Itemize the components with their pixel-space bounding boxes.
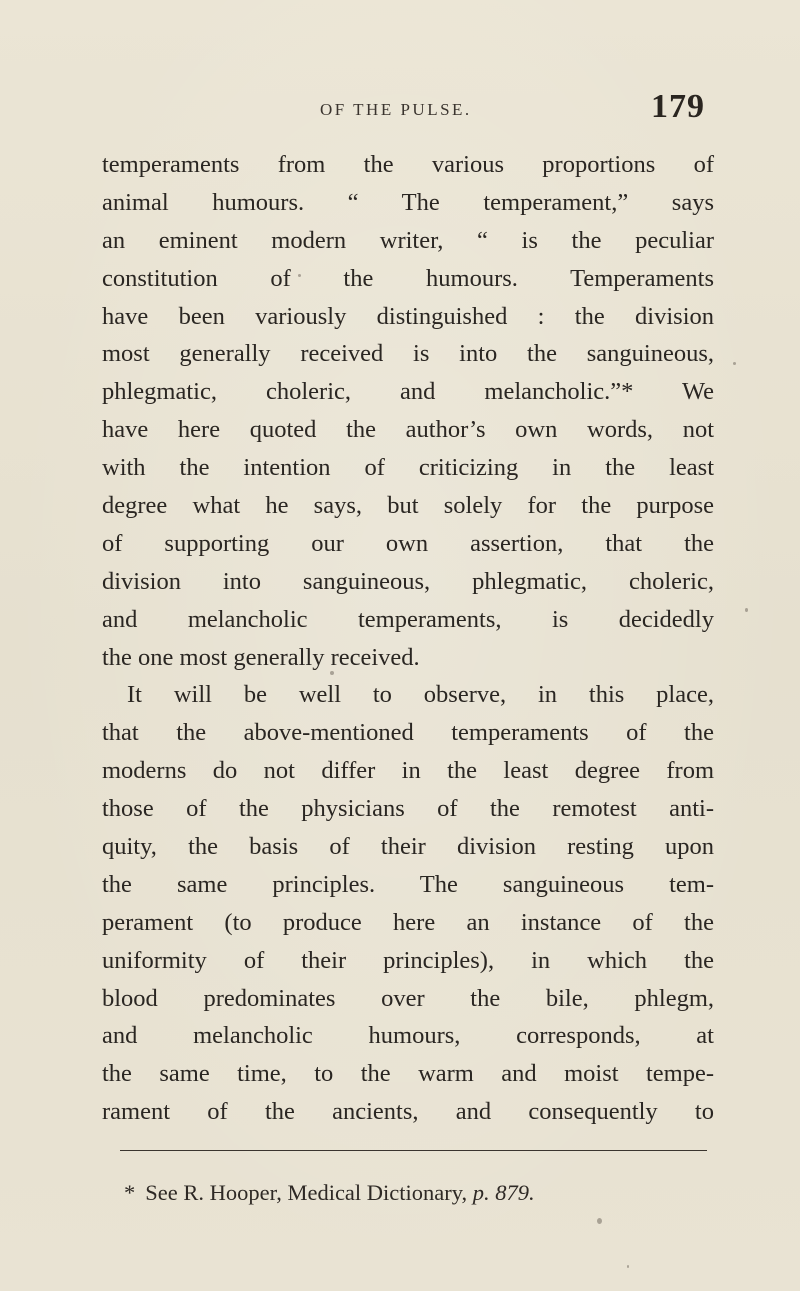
footnote-divider <box>120 1150 707 1151</box>
page-header <box>0 88 800 128</box>
page-number: 179 <box>651 88 705 125</box>
text-line: phlegmatic, choleric, and melancholic.”* We <box>102 378 714 406</box>
text-line: the same time, to the warm and moist tempe- <box>102 1060 714 1088</box>
text-line: constitution of the humours. Temperaments <box>102 264 714 292</box>
ink-speck <box>298 274 301 277</box>
text-line: those of the physicians of the remotest anti- <box>102 795 714 823</box>
paragraph-end-line: the one most generally received. <box>102 643 420 671</box>
ink-speck <box>627 1265 629 1268</box>
text-line: rament of the ancients, and consequently to <box>102 1098 714 1126</box>
text-line: and melancholic humours, corresponds, at <box>102 1022 714 1050</box>
text-line: with the intention of criticizing in the least <box>102 454 714 482</box>
text-line: division into sanguineous, phlegmatic, choleric, <box>102 567 714 595</box>
ink-speck <box>597 1218 602 1224</box>
footnote <box>124 1180 535 1206</box>
text-line: perament (to produce here an instance of the <box>102 908 714 936</box>
ink-speck <box>733 362 736 365</box>
text-line: moderns do not differ in the least degree from <box>102 757 714 785</box>
text-line: quity, the basis of their division resting upon <box>102 833 714 861</box>
running-title: OF THE PULSE. <box>320 100 472 119</box>
text-line: degree what he says, but solely for the purpose <box>102 492 714 520</box>
ink-speck <box>330 671 334 675</box>
paragraph-start-line: It will be well to observe, in this place, <box>127 681 714 709</box>
footnote-page-ref: p. 879. <box>472 1180 535 1205</box>
text-line: the same principles. The sanguineous tem- <box>102 870 714 898</box>
footnote-text: See R. Hooper, Medical Dictionary, <box>145 1180 468 1205</box>
text-line: have here quoted the author’s own words, not <box>102 416 714 444</box>
ink-speck <box>745 608 748 612</box>
text-line: an eminent modern writer, “ is the peculiar <box>102 226 714 254</box>
text-line: have been variously distinguished : the division <box>102 302 714 330</box>
text-line: of supporting our own assertion, that the <box>102 529 714 557</box>
text-line: and melancholic temperaments, is decidedly <box>102 605 714 633</box>
text-line: that the above-mentioned temperaments of the <box>102 719 714 747</box>
text-line: blood predominates over the bile, phlegm, <box>102 984 714 1012</box>
text-line: most generally received is into the sanguineous, <box>102 340 714 368</box>
text-line: temperaments from the various proportions of <box>102 151 714 178</box>
body-text <box>102 146 714 1131</box>
text-line: uniformity of their principles), in which the <box>102 946 714 974</box>
footnote-mark: * <box>124 1180 136 1205</box>
text-line: animal humours. “ The temperament,” says <box>102 188 714 216</box>
